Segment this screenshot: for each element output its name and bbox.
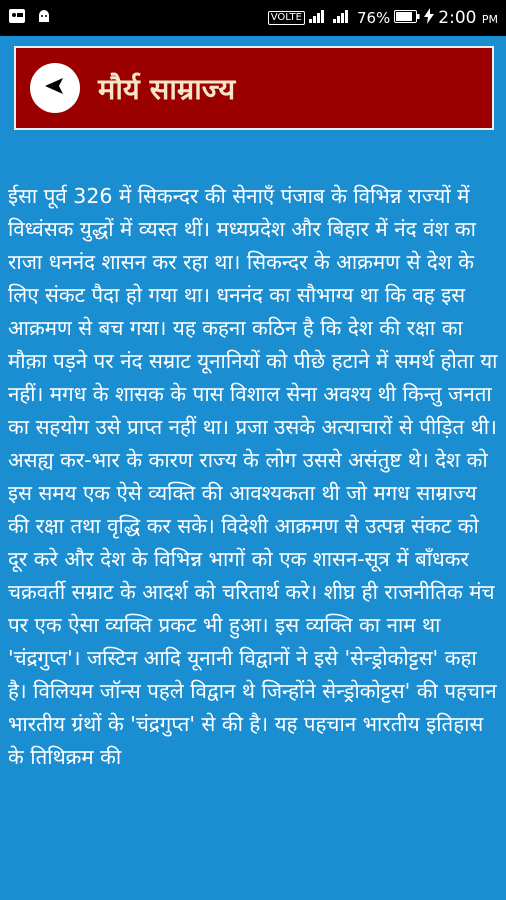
status-right-icons bbox=[268, 8, 498, 28]
android-icon bbox=[36, 8, 52, 28]
charging-icon bbox=[424, 8, 434, 28]
article-text: ईसा पूर्व 326 में सिकन्दर की सेनाएँ पंजाब के विभिन्न राज्यों में विध्वंसक युद्धों में व्यस्त थीं। मध्यप्रदेश और बिहार में नंद वंश का राजा धननंद शासन कर रहा था। सिकन्दर के आक्रमण से देश के लिए संकट पैदा हो गया था। धननंद का सौभाग्य था कि वह इस आक्रमण से बच गया। यह कहना कठिन है कि देश की रक्षा का मौक़ा पड़ने पर नंद सम्राट यूनानियों को पीछे हटाने में समर्थ होता या नहीं। मगध के शासक के पास विशाल सेना अवश्य थी किन्तु जनता का सहयोग उसे प्राप्त नहीं था। प्रजा उसके अत्याचारों से पीड़ित थी। असह्य कर-भार के कारण राज्य के लोग उससे असंतुष्ट थे। देश को इस समय एक ऐसे व्यक्ति की आवश्यकता थी जो मगध साम्राज्य की रक्षा तथा वृद्धि कर सके। विदेशी आक्रमण से उत्पन्न संकट को दूर करे और देश के विभिन्न भागों को एक शासन-सूत्र में बाँधकर चक्रवर्ती सम्राट के आदर्श को चरितार्थ करे। शीघ्र ही राजनीतिक मंच पर एक ऐसा व्यक्ति प्रकट भी हुआ। इस व्यक्ति का नाम था 'चंद्रगुप्त'। जस्टिन आदि यूनानी विद्वानों ने इसे 'सेन्ड्रोकोट्टस' कहा है। विलियम जॉन्स पहले विद्वान थे जिन्होंने सेन्ड्रोकोट्टस' की पहचान भारतीय ग्रंथों के 'चंद्रगुप्त' से की है। यह पहचान भारतीय इतिहास के तिथिक्रम की bbox=[8, 184, 498, 769]
status-left-icons bbox=[8, 8, 52, 28]
title-bar bbox=[14, 46, 494, 130]
volte-badge: VOLTE bbox=[268, 11, 305, 25]
clock-time: 2:00 bbox=[438, 8, 477, 28]
back-button[interactable] bbox=[30, 63, 80, 113]
signal-2-icon bbox=[333, 9, 353, 27]
battery-icon bbox=[394, 9, 420, 27]
clock bbox=[438, 8, 498, 28]
battery-percent: 76% bbox=[356, 9, 391, 27]
back-arrow-icon bbox=[41, 72, 69, 104]
notification-app-icon bbox=[8, 8, 26, 28]
page-title: मौर्य साम्राज्य bbox=[98, 71, 236, 106]
signal-1-icon bbox=[309, 9, 329, 27]
clock-ampm: PM bbox=[481, 13, 498, 26]
status-bar bbox=[0, 0, 506, 36]
